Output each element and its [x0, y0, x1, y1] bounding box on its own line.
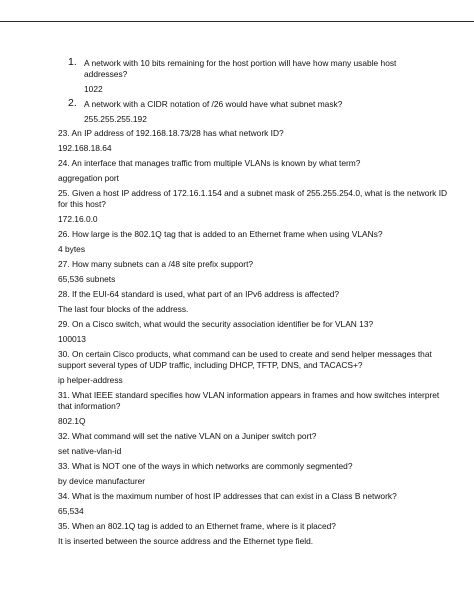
question-text: addresses? — [84, 69, 128, 79]
answer-text: 172.16.0.0 — [58, 214, 98, 224]
answer-text: 100013 — [58, 334, 86, 344]
question-text: A network with 10 bits remaining for the host portion will have how many usable host — [84, 58, 397, 68]
answer-text: ip helper-address — [58, 375, 123, 385]
question-text: 24. An interface that manages traffic from multiple VLANs is known by what term? — [58, 158, 361, 168]
answer-text: The last four blocks of the address. — [58, 304, 189, 314]
question-text: A network with a CIDR notation of /26 would have what subnet mask? — [84, 99, 343, 109]
question-text: 34. What is the maximum number of host IP addresses that can exist in a Class B network? — [58, 491, 397, 501]
list-item-marker: 2. — [68, 97, 77, 109]
question-text: 23. An IP address of 192.168.18.73/28 has what network ID? — [58, 128, 284, 138]
answer-text: 255.255.255.192 — [84, 114, 147, 124]
answer-text: aggregation port — [58, 173, 119, 183]
question-text: for this host? — [58, 199, 106, 209]
question-text: 32. What command will set the native VLAN on a Juniper switch port? — [58, 431, 317, 441]
question-text: that information? — [58, 401, 121, 411]
answer-text: 192.168.18.64 — [58, 143, 112, 153]
question-text: 30. On certain Cisco products, what command can be used to create and send helper messages that — [58, 349, 432, 359]
question-text: 28. If the EUI-64 standard is used, what part of an IPv6 address is affected? — [58, 289, 340, 299]
answer-text: set native-vlan-id — [58, 446, 122, 456]
question-text: 29. On a Cisco switch, what would the security association identifier be for VLAN 13? — [58, 319, 374, 329]
answer-text: 65,536 subnets — [58, 274, 116, 284]
question-text: 26. How large is the 802.1Q tag that is added to an Ethernet frame when using VLANs? — [58, 229, 383, 239]
question-text: 33. What is NOT one of the ways in which networks are commonly segmented? — [58, 461, 353, 471]
question-text: 27. How many subnets can a /48 site prefix support? — [58, 259, 254, 269]
answer-text: 65,534 — [58, 506, 84, 516]
answer-text: by device manufacturer — [58, 476, 146, 486]
question-text: 31. What IEEE standard specifies how VLAN information appears in frames and how switches interpret — [58, 390, 440, 400]
answer-text: 1022 — [84, 84, 103, 94]
question-text: 35. When an 802.1Q tag is added to an Ethernet frame, where is it placed? — [58, 521, 336, 531]
answer-text: It is inserted between the source address and the Ethernet type field. — [58, 536, 314, 546]
list-item-marker: 1. — [68, 56, 77, 68]
answer-text: 4 bytes — [58, 244, 86, 254]
question-text: 25. Given a host IP address of 172.16.1.154 and a subnet mask of 255.255.254.0, what is the network ID — [58, 188, 448, 198]
answer-text: 802.1Q — [58, 416, 86, 426]
question-text: support several types of UDP traffic, including DHCP, TFTP, DNS, and TACACS+? — [58, 360, 363, 370]
